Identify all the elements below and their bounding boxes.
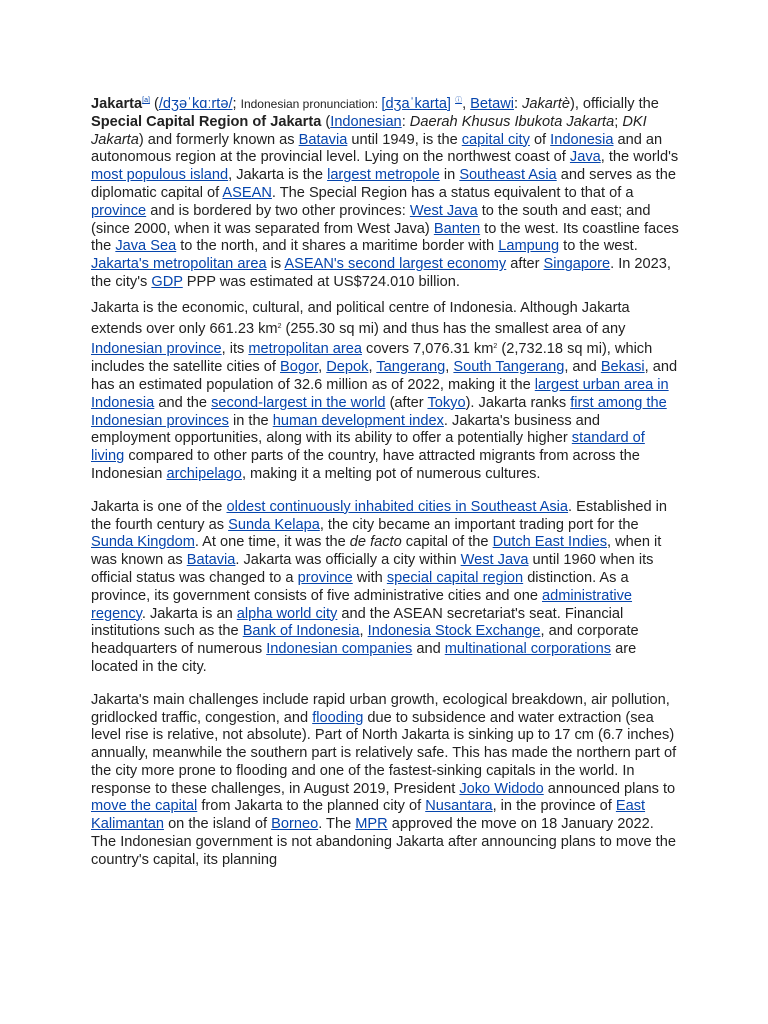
text-run: , — [359, 623, 368, 640]
wiki-link[interactable]: archipelago — [166, 465, 242, 482]
text-run: : — [513, 96, 523, 112]
text-run: Jakarta is one of the — [91, 498, 227, 515]
text-run: and an autonomous region at the provincial level. Lying on the northwest coast of — [91, 131, 663, 166]
wiki-link[interactable]: province — [91, 202, 147, 219]
wiki-link[interactable]: capital city — [461, 131, 530, 148]
text-run: (255.30 sq mi) and thus has the smallest area of any — [281, 320, 626, 337]
text-run: PPP was estimated at US$724.010 billion. — [182, 273, 460, 290]
text-run: ), officially the — [569, 96, 659, 112]
wiki-link[interactable]: Java Sea — [115, 238, 177, 255]
text-run: capital of the — [401, 534, 493, 551]
text-run: and the — [154, 394, 212, 411]
wiki-link[interactable]: Tokyo — [427, 394, 466, 411]
wiki-link[interactable]: Joko Widodo — [459, 780, 544, 797]
text-run: Jakarta's main challenges include rapid urban growth, ecological breakdown, air pollution, gridlocked traffic, congestion, and — [91, 691, 670, 726]
wiki-link[interactable]: Batavia — [186, 552, 236, 569]
wiki-link[interactable]: Bekasi — [600, 359, 645, 376]
text-run: . At one time, it was the — [194, 534, 350, 551]
text-run: , making it a melting pot of numerous cultures. — [241, 465, 541, 482]
wiki-link[interactable]: Java — [569, 149, 601, 166]
text-run: in — [439, 167, 460, 184]
text-run: , and corporate headquarters of numerous — [91, 623, 639, 658]
wiki-link[interactable]: [dʒaˈkarta] — [381, 96, 451, 112]
wiki-link[interactable]: GDP — [151, 273, 183, 290]
italic-text: DKI Jakarta — [91, 113, 647, 148]
text-run: . Jakarta was officially a city within — [235, 552, 461, 569]
text-run: from Jakarta to the planned city of — [197, 798, 426, 815]
wiki-link[interactable]: Borneo — [271, 816, 319, 833]
wiki-link[interactable]: ASEAN — [222, 184, 272, 201]
wiki-link[interactable]: province — [297, 569, 353, 586]
wiki-link[interactable]: Banten — [433, 220, 481, 237]
wiki-link[interactable]: Lampung — [498, 238, 560, 255]
text-run: until 1949, is the — [347, 131, 462, 148]
text-run: . In 2023, the city's — [91, 256, 671, 290]
wiki-link[interactable]: Betawi — [470, 96, 514, 112]
text-run: approved the move on 18 January 2022. The Indonesian government is not abandoning Jakarta after announcing plans to move the country's capital, its planning — [91, 816, 676, 868]
text-run: , — [445, 359, 454, 376]
text-run: with — [352, 569, 387, 586]
text-run: ). Jakarta ranks — [465, 394, 571, 411]
text-run: and serves as the diplomatic capital of — [91, 167, 676, 201]
wiki-link[interactable]: flooding — [312, 709, 364, 726]
superscript: 2 — [493, 343, 498, 351]
text-run: to the west. Its coastline faces the — [91, 220, 679, 255]
text-run: . The — [318, 816, 356, 833]
wiki-link[interactable]: Sunda Kelapa — [228, 516, 320, 533]
wiki-link[interactable]: Tangerang — [376, 359, 446, 376]
text-run: and the ASEAN secretariat's seat. Financial institutions such as the — [91, 605, 624, 640]
wiki-link[interactable]: South Tangerang — [453, 359, 565, 376]
text-run: . Established in the fourth century as — [91, 498, 668, 533]
wiki-link[interactable]: ⓘ — [455, 97, 463, 104]
italic-text: de facto — [349, 534, 402, 551]
wiki-link[interactable]: Batavia — [298, 131, 348, 148]
text-run: , the city became an important trading port for the — [319, 516, 639, 533]
wiki-link[interactable]: West Java — [409, 202, 478, 219]
text-run: ) and formerly known as — [138, 131, 299, 148]
wiki-link[interactable]: East Kalimantan — [91, 798, 646, 833]
wiki-link[interactable]: alpha world city — [236, 605, 338, 622]
text-run: and — [412, 641, 445, 658]
paragraph-history — [91, 499, 681, 677]
text-run: covers 7,076.31 km — [361, 341, 494, 358]
text-run: are located in the city. — [91, 641, 637, 675]
wiki-link[interactable]: metropolitan area — [248, 341, 362, 358]
text-run: , in the province of — [492, 798, 616, 815]
text-run: announced plans to — [543, 780, 676, 797]
italic-text: Daerah Khusus Ibukota Jakarta — [409, 113, 615, 130]
text-run: after — [506, 256, 544, 273]
wiki-link[interactable]: MPR — [355, 816, 388, 833]
text-run: (2,732.18 sq mi), which includes the satellite cities of — [91, 341, 653, 376]
wiki-link[interactable]: standard of living — [91, 430, 645, 465]
italic-text: Jakartè — [522, 96, 570, 112]
text-run: , its — [221, 341, 249, 358]
wiki-link[interactable]: second-largest in the world — [211, 394, 386, 411]
text-run: ; — [614, 113, 623, 130]
text-run: distinction. As a province, its government consists of five administrative cities and one — [91, 569, 629, 604]
text-run: . Jakarta is an — [141, 605, 237, 622]
wiki-link[interactable]: /dʒəˈkɑːrtə/ — [158, 96, 233, 112]
text-run: , Jakarta is the — [228, 167, 328, 184]
text-run: due to subsidence and water extraction (sea level rise is relative, not absolute). Part of North Jakarta is sinking up to 17 cm (6.7 inches) annually, meanwhile the southern part is relatively safe. This has made the northern part of the city more prone to flooding and one of the fastest-sinking capitals in the world. In response to these challenges, in August 2019, President — [91, 709, 677, 797]
text-run: compared to other parts of the country, have attracted migrants from across the Indonesian — [91, 448, 640, 482]
text-run: , — [462, 96, 471, 112]
bold-text: Special Capital Region of Jakarta — [91, 113, 322, 130]
paragraph-intro — [91, 92, 681, 292]
text-run: of — [529, 131, 551, 148]
wiki-link[interactable]: Dutch East Indies — [492, 534, 607, 551]
text-run: , and has an estimated population of 32.6 million as of 2022, making it the — [91, 359, 678, 393]
wiki-link[interactable]: Jakarta's metropolitan area — [91, 256, 267, 273]
wiki-link[interactable]: oldest continuously inhabited cities in Southeast Asia — [226, 498, 569, 515]
wiki-link[interactable]: first among the Indonesian provinces — [91, 394, 667, 429]
text-run: in the — [228, 412, 273, 429]
wiki-link[interactable]: West Java — [460, 552, 529, 569]
text-run: to the west. — [559, 238, 638, 255]
wiki-link[interactable]: administrative regency — [91, 587, 633, 622]
wiki-link[interactable]: human development index — [272, 412, 444, 429]
text-run: ( — [149, 96, 159, 112]
wiki-link[interactable]: Indonesian companies — [266, 641, 413, 658]
text-run: to the north, and it shares a maritime border with — [176, 238, 499, 255]
text-run: Jakarta is the economic, cultural, and political centre of Indonesia. Although Jakarta extends over only 661.23 km — [91, 299, 630, 337]
text-run: . The Special Region has a status equivalent to that of a — [271, 184, 634, 201]
text-run: ; — [232, 96, 241, 112]
text-run: , when it was known as — [91, 534, 662, 569]
text-run: , — [368, 359, 377, 376]
wiki-link[interactable]: Singapore — [543, 256, 611, 273]
wiki-link[interactable]: move the capital — [91, 798, 198, 815]
text-run: (after — [385, 394, 428, 411]
wiki-link[interactable]: Bogor — [280, 359, 319, 376]
text-run: , — [318, 359, 327, 376]
text-run: , the world's — [600, 149, 679, 166]
wiki-link[interactable]: Indonesia Stock Exchange — [367, 623, 541, 640]
wiki-link[interactable]: largest metropole — [327, 167, 440, 184]
paragraph-economy — [91, 300, 681, 484]
pronunciation-label: Indonesian pronunciation: — [240, 97, 382, 111]
wiki-link[interactable]: Southeast Asia — [459, 167, 557, 184]
wiki-link[interactable]: Indonesian province — [91, 341, 222, 358]
wiki-link[interactable]: Nusantara — [425, 798, 493, 815]
bold-text: Jakarta — [91, 96, 143, 112]
text-run: : — [401, 113, 410, 130]
text-run: to the south and east; and (since 2000, when it was separated from West Java) — [91, 202, 651, 237]
text-run: on the island of — [164, 816, 272, 833]
text-run: is — [266, 256, 285, 273]
text-run: . Jakarta's business and employment opportunities, along with its ability to offer a potentially higher — [91, 412, 601, 447]
paragraph-challenges — [91, 692, 681, 870]
text-run: ( — [321, 113, 331, 130]
wiki-link[interactable]: Depok — [326, 359, 369, 376]
wiki-link[interactable]: Bank of Indonesia — [242, 623, 360, 640]
text-run: and is bordered by two other provinces: — [146, 202, 410, 219]
wiki-link[interactable]: ASEAN's second largest economy — [284, 256, 507, 273]
wiki-link[interactable]: special capital region — [386, 569, 524, 586]
wiki-link[interactable]: Sunda Kingdom — [91, 534, 195, 551]
article-body — [91, 92, 681, 870]
wiki-link[interactable]: largest urban area in Indonesia — [91, 376, 669, 411]
superscript: 2 — [277, 322, 282, 330]
wiki-link[interactable]: [a] — [142, 97, 150, 104]
wiki-link[interactable]: Indonesian — [330, 113, 402, 130]
text-run: until 1960 when its official status was changed to a — [91, 552, 654, 586]
wiki-link[interactable]: multinational corporations — [444, 641, 612, 658]
wiki-link[interactable]: Indonesia — [550, 131, 614, 148]
wiki-link[interactable]: most populous island — [91, 167, 229, 184]
text-run: , and — [564, 359, 601, 376]
